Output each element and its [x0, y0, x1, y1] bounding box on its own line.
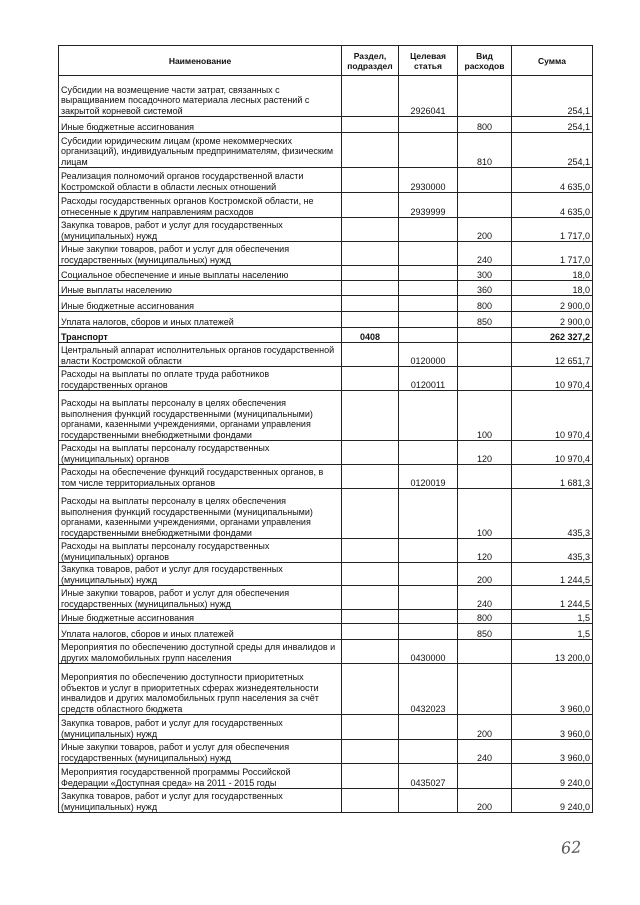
- cell-article: 2939999: [399, 193, 458, 218]
- cell-section: [342, 296, 399, 312]
- cell-section: [342, 640, 399, 664]
- cell-name: Мероприятия по обеспечению доступности приоритетных объектов и услуг в приоритетных сферах жизнедеятельности инвалидов и других маломобильных групп населения за счёт средств областного бюджета: [59, 664, 342, 715]
- table-row: [59, 296, 593, 312]
- table-row: [59, 586, 593, 610]
- cell-article: [399, 586, 458, 610]
- cell-sum: 1 244,5: [512, 563, 593, 586]
- table-row: [59, 465, 593, 489]
- cell-name: Расходы на выплаты персоналу государственных (муниципальных) органов: [59, 539, 342, 563]
- cell-section: [342, 117, 399, 133]
- cell-section: [342, 563, 399, 586]
- cell-type: 850: [458, 624, 512, 640]
- cell-sum: 3 960,0: [512, 715, 593, 740]
- cell-type: 240: [458, 586, 512, 610]
- cell-article: 0120019: [399, 465, 458, 489]
- cell-section: [342, 624, 399, 640]
- cell-sum: 2 900,0: [512, 312, 593, 328]
- cell-type: [458, 367, 512, 391]
- cell-article: [399, 218, 458, 242]
- cell-name: Расходы на выплаты по оплате труда работников государственных органов: [59, 367, 342, 391]
- cell-type: 240: [458, 242, 512, 266]
- cell-name: Закупка товаров, работ и услуг для государственных (муниципальных) нужд: [59, 789, 342, 813]
- cell-section: [342, 367, 399, 391]
- cell-sum: 10 970,4: [512, 391, 593, 441]
- cell-type: 200: [458, 789, 512, 813]
- cell-section: [342, 586, 399, 610]
- cell-type: [458, 664, 512, 715]
- cell-section: [342, 441, 399, 465]
- table-row: [59, 441, 593, 465]
- table-row: [59, 266, 593, 281]
- cell-article: [399, 563, 458, 586]
- table-row: [59, 539, 593, 563]
- cell-sum: 262 327,2: [512, 328, 593, 343]
- table-row: [59, 242, 593, 266]
- cell-type: [458, 193, 512, 218]
- table-row: [59, 117, 593, 133]
- table-row: [59, 391, 593, 441]
- cell-article: 0120000: [399, 343, 458, 367]
- cell-sum: 10 970,4: [512, 367, 593, 391]
- cell-type: 800: [458, 117, 512, 133]
- cell-name: Иные бюджетные ассигнования: [59, 117, 342, 133]
- cell-sum: 254,1: [512, 133, 593, 168]
- cell-sum: 3 960,0: [512, 664, 593, 715]
- cell-type: [458, 76, 512, 117]
- cell-type: 300: [458, 266, 512, 281]
- cell-type: 120: [458, 539, 512, 563]
- cell-article: [399, 133, 458, 168]
- table-row: [59, 367, 593, 391]
- cell-name: Реализация полномочий органов государственной власти Костромской области в области лесных отношений: [59, 168, 342, 193]
- cell-section: [342, 76, 399, 117]
- cell-type: [458, 465, 512, 489]
- cell-sum: 1,5: [512, 610, 593, 624]
- cell-section: [342, 664, 399, 715]
- header-sum: Сумма: [512, 46, 593, 76]
- cell-name: Субсидии на возмещение части затрат, связанных с выращиванием посадочного материала лесных растений с закрытой корневой системой: [59, 76, 342, 117]
- table-row: [59, 193, 593, 218]
- cell-sum: 9 240,0: [512, 764, 593, 789]
- cell-name: Расходы на обеспечение функций государственных органов, в том числе территориальных органов: [59, 465, 342, 489]
- table-row: [59, 281, 593, 296]
- cell-article: [399, 117, 458, 133]
- cell-sum: 2 900,0: [512, 296, 593, 312]
- cell-article: [399, 242, 458, 266]
- cell-name: Уплата налогов, сборов и иных платежей: [59, 624, 342, 640]
- cell-article: 2930000: [399, 168, 458, 193]
- cell-section: [342, 168, 399, 193]
- cell-name: Мероприятия государственной программы Российской Федерации «Доступная среда» на 2011 - 2015 годы: [59, 764, 342, 789]
- cell-section: [342, 465, 399, 489]
- cell-type: [458, 168, 512, 193]
- cell-section: [342, 391, 399, 441]
- cell-article: [399, 489, 458, 539]
- cell-type: [458, 328, 512, 343]
- cell-article: [399, 281, 458, 296]
- cell-article: [399, 610, 458, 624]
- cell-name: Иные бюджетные ассигнования: [59, 296, 342, 312]
- cell-type: 850: [458, 312, 512, 328]
- cell-sum: 435,3: [512, 489, 593, 539]
- cell-article: [399, 441, 458, 465]
- cell-type: 200: [458, 715, 512, 740]
- table-row: [59, 563, 593, 586]
- cell-article: 0432023: [399, 664, 458, 715]
- table-row: [59, 218, 593, 242]
- cell-name: Расходы на выплаты персоналу в целях обеспечения выполнения функций государственными (муниципальными) органами, казенными учреждениями, органами управления государственными внебюджетными фондами: [59, 489, 342, 539]
- cell-sum: 18,0: [512, 266, 593, 281]
- cell-name: Расходы на выплаты персоналу государственных (муниципальных) органов: [59, 441, 342, 465]
- cell-article: 0120011: [399, 367, 458, 391]
- budget-table: [58, 45, 593, 813]
- cell-section: [342, 312, 399, 328]
- table-row: [59, 740, 593, 764]
- table-row: [59, 715, 593, 740]
- cell-section: [342, 740, 399, 764]
- cell-section: [342, 193, 399, 218]
- cell-type: 810: [458, 133, 512, 168]
- table-row: [59, 764, 593, 789]
- cell-sum: 1 717,0: [512, 242, 593, 266]
- cell-section: [342, 539, 399, 563]
- cell-type: 100: [458, 391, 512, 441]
- cell-name: Иные бюджетные ассигнования: [59, 610, 342, 624]
- table-row: [59, 789, 593, 813]
- cell-name: Транспорт: [59, 328, 342, 343]
- cell-type: 200: [458, 563, 512, 586]
- cell-article: [399, 266, 458, 281]
- cell-type: 360: [458, 281, 512, 296]
- cell-type: 800: [458, 610, 512, 624]
- cell-type: [458, 343, 512, 367]
- cell-article: [399, 539, 458, 563]
- table-body: [59, 76, 593, 813]
- table-row: [59, 168, 593, 193]
- cell-sum: 254,1: [512, 76, 593, 117]
- cell-article: [399, 328, 458, 343]
- header-expense-type: Вид расходов: [458, 46, 512, 76]
- cell-type: 240: [458, 740, 512, 764]
- cell-sum: 10 970,4: [512, 441, 593, 465]
- table-row: [59, 312, 593, 328]
- cell-type: 200: [458, 218, 512, 242]
- cell-type: 100: [458, 489, 512, 539]
- page-number: 62: [560, 837, 582, 858]
- cell-article: [399, 296, 458, 312]
- cell-name: Центральный аппарат исполнительных органов государственной власти Костромской области: [59, 343, 342, 367]
- cell-article: [399, 789, 458, 813]
- cell-name: Иные закупки товаров, работ и услуг для обеспечения государственных (муниципальных) нужд: [59, 242, 342, 266]
- cell-sum: 4 635,0: [512, 168, 593, 193]
- cell-section: [342, 242, 399, 266]
- cell-article: [399, 391, 458, 441]
- table-row: [59, 610, 593, 624]
- cell-sum: 1 681,3: [512, 465, 593, 489]
- cell-name: Иные выплаты населению: [59, 281, 342, 296]
- cell-type: 120: [458, 441, 512, 465]
- cell-name: Закупка товаров, работ и услуг для государственных (муниципальных) нужд: [59, 218, 342, 242]
- cell-section: [342, 715, 399, 740]
- cell-section: [342, 610, 399, 624]
- cell-name: Расходы на выплаты персоналу в целях обеспечения выполнения функций государственными (муниципальными) органами, казенными учреждениями, органами управления государственными внебюджетными фондами: [59, 391, 342, 441]
- cell-name: Расходы государственных органов Костромской области, не отнесенные к другим направлениям расходов: [59, 193, 342, 218]
- cell-sum: 13 200,0: [512, 640, 593, 664]
- cell-section: [342, 343, 399, 367]
- cell-article: [399, 312, 458, 328]
- table-row: [59, 76, 593, 117]
- cell-section: [342, 266, 399, 281]
- cell-sum: 12 651,7: [512, 343, 593, 367]
- table-row: [59, 640, 593, 664]
- cell-sum: 4 635,0: [512, 193, 593, 218]
- cell-name: Иные закупки товаров, работ и услуг для обеспечения государственных (муниципальных) нужд: [59, 586, 342, 610]
- cell-article: [399, 624, 458, 640]
- cell-article: [399, 715, 458, 740]
- table-row: [59, 343, 593, 367]
- cell-article: 0430000: [399, 640, 458, 664]
- cell-name: Иные закупки товаров, работ и услуг для обеспечения государственных (муниципальных) нужд: [59, 740, 342, 764]
- table-row: [59, 664, 593, 715]
- header-name: Наименование: [59, 46, 342, 76]
- cell-name: Мероприятия по обеспечению доступной среды для инвалидов и других маломобильных групп населения: [59, 640, 342, 664]
- cell-article: 0435027: [399, 764, 458, 789]
- cell-section: [342, 281, 399, 296]
- cell-name: Социальное обеспечение и иные выплаты населению: [59, 266, 342, 281]
- cell-type: [458, 640, 512, 664]
- cell-sum: 1 244,5: [512, 586, 593, 610]
- header-section: Раздел, подраздел: [342, 46, 399, 76]
- cell-sum: 1,5: [512, 624, 593, 640]
- cell-sum: 1 717,0: [512, 218, 593, 242]
- cell-name: Уплата налогов, сборов и иных платежей: [59, 312, 342, 328]
- cell-sum: 3 960,0: [512, 740, 593, 764]
- table-row: [59, 624, 593, 640]
- header-article: Целевая статья: [399, 46, 458, 76]
- table-header-row: [59, 46, 593, 76]
- cell-section: [342, 133, 399, 168]
- cell-article: 2926041: [399, 76, 458, 117]
- cell-sum: 435,3: [512, 539, 593, 563]
- cell-name: Субсидии юридическим лицам (кроме некоммерческих организаций), индивидуальным предпринимателям, физическим лицам: [59, 133, 342, 168]
- cell-name: Закупка товаров, работ и услуг для государственных (муниципальных) нужд: [59, 563, 342, 586]
- table-row: [59, 489, 593, 539]
- cell-section: [342, 789, 399, 813]
- table-row: [59, 133, 593, 168]
- cell-sum: 18,0: [512, 281, 593, 296]
- cell-section: [342, 489, 399, 539]
- table-row: [59, 328, 593, 343]
- cell-section: 0408: [342, 328, 399, 343]
- cell-sum: 254,1: [512, 117, 593, 133]
- cell-type: [458, 764, 512, 789]
- cell-sum: 9 240,0: [512, 789, 593, 813]
- cell-section: [342, 764, 399, 789]
- cell-type: 800: [458, 296, 512, 312]
- cell-article: [399, 740, 458, 764]
- cell-name: Закупка товаров, работ и услуг для государственных (муниципальных) нужд: [59, 715, 342, 740]
- cell-section: [342, 218, 399, 242]
